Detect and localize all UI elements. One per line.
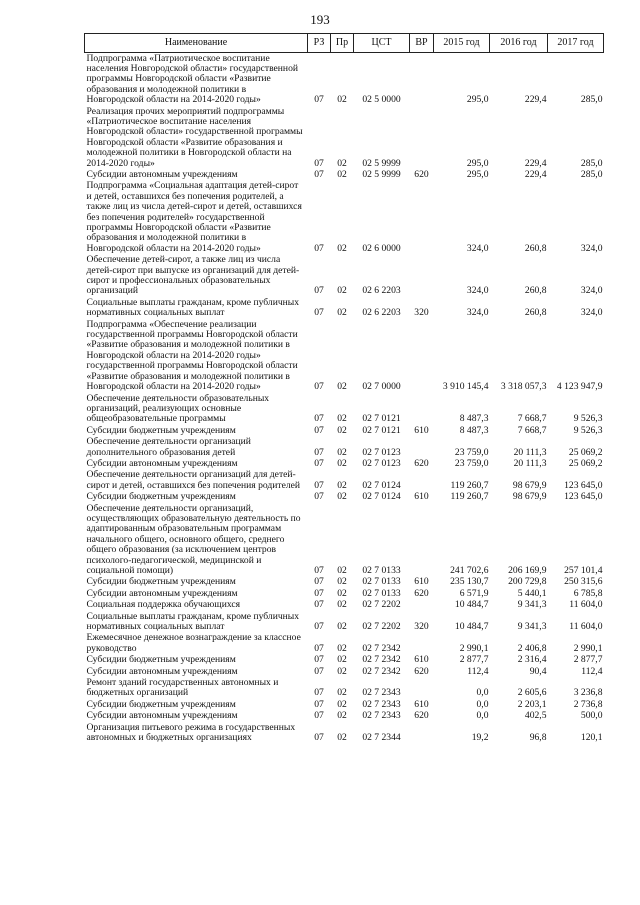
table-row (85, 53, 604, 107)
row-value-2016: 2 406,8 (517, 642, 547, 654)
row-name: Социальные выплаты гражданам, кроме публичных нормативных социальных выплат (86, 296, 300, 319)
row-vr (410, 393, 434, 425)
row-rz: 07 (314, 168, 324, 180)
row-vr: 320 (414, 621, 429, 633)
row-value-2015: 112,4 (467, 665, 489, 677)
row-value-2017: 123 645,0 (564, 491, 603, 503)
row-name: Субсидии бюджетным учреждениям (86, 491, 236, 503)
row-vr (410, 181, 434, 255)
row-cst: 02 7 2202 (362, 599, 401, 611)
row-value-2017: 2 736,8 (573, 698, 603, 710)
row-value-2017: 123 645,0 (564, 479, 603, 491)
row-cst: 02 7 0133 (362, 576, 401, 588)
row-name: Социальная поддержка обучающихся (86, 599, 241, 611)
table-body (85, 53, 604, 745)
row-rz: 07 (314, 665, 324, 677)
header-pr: Пр (331, 34, 354, 53)
row-value-2015: 295,0 (466, 168, 489, 180)
row-pr: 02 (337, 654, 347, 666)
row-cst: 02 7 2202 (362, 621, 401, 633)
row-pr: 02 (337, 457, 347, 469)
row-pr: 02 (337, 665, 347, 677)
row-vr: 620 (414, 587, 429, 599)
table-row (85, 181, 604, 255)
budget-table-wrapper (84, 33, 603, 744)
row-value-2017: 500,0 (580, 710, 603, 722)
row-pr: 02 (337, 587, 347, 599)
row-pr: 02 (337, 599, 347, 611)
row-name: Субсидии автономным учреждениям (86, 457, 238, 469)
row-value-2015: 241 702,6 (450, 565, 489, 576)
row-value-2017: 285,0 (580, 157, 603, 169)
row-value-2016: 206 169,9 (508, 565, 547, 576)
row-vr: 620 (414, 457, 429, 469)
header-cst: ЦСТ (354, 34, 410, 53)
row-rz: 07 (314, 381, 324, 393)
row-pr: 02 (337, 621, 347, 633)
table-row (85, 678, 604, 700)
row-vr: 610 (414, 654, 429, 666)
row-vr (410, 678, 434, 700)
row-value-2017: 6 785,8 (573, 587, 603, 599)
row-cst: 02 6 0000 (362, 242, 401, 254)
row-value-2017: 324,0 (580, 285, 603, 297)
row-value-2015: 0,0 (476, 687, 489, 699)
row-name: Подпрограмма «Патриотическое воспитание населения Новгородской области» государственной программы Новгородской области «Развитие образования и молодежной политики в Новгородской области на 2014-2020 годы» (86, 52, 298, 106)
row-name: Организация питьевого режима в государственных автономных и бюджетных организациях (86, 721, 296, 744)
row-value-2015: 10 484,7 (454, 599, 489, 611)
row-value-2016: 9 341,3 (517, 621, 547, 633)
row-value-2015: 8 487,3 (459, 413, 489, 425)
row-cst: 02 7 2342 (362, 654, 401, 666)
row-pr: 02 (337, 710, 347, 722)
row-rz: 07 (314, 157, 324, 169)
table-row (85, 699, 604, 710)
row-name: Социальные выплаты гражданам, кроме публичных нормативных социальных выплат (86, 610, 300, 633)
row-cst: 02 7 0121 (362, 424, 401, 436)
table-row (85, 600, 604, 611)
row-vr: 610 (414, 424, 429, 436)
row-name: Обеспечение деятельности организаций для детей-сирот и детей, оставшихся без попечения родителей (86, 469, 301, 491)
row-pr: 02 (337, 285, 347, 297)
table-row (85, 255, 604, 298)
row-vr (410, 633, 434, 655)
row-name: Обеспечение деятельности образовательных организаций, реализующих основные общеобразовательные программы (86, 392, 270, 425)
row-value-2017: 2 877,7 (573, 654, 603, 666)
row-value-2017: 257 101,4 (564, 565, 603, 576)
row-value-2017: 9 526,3 (573, 413, 603, 425)
row-value-2017: 3 236,8 (573, 687, 603, 699)
row-value-2017: 285,0 (580, 168, 603, 180)
row-value-2016: 260,8 (524, 242, 547, 254)
row-value-2016: 229,4 (524, 157, 547, 169)
row-rz: 07 (314, 479, 324, 491)
row-name: Субсидии автономным учреждениям (86, 665, 238, 677)
header-name: Наименование (85, 34, 308, 53)
row-name: Субсидии автономным учреждениям (86, 587, 238, 599)
row-value-2017: 112,4 (581, 665, 603, 677)
table-row (85, 577, 604, 588)
row-pr: 02 (337, 242, 347, 254)
row-value-2016: 90,4 (529, 665, 547, 677)
budget-table (84, 33, 604, 744)
table-row (85, 106, 604, 169)
row-rz: 07 (314, 94, 324, 106)
row-rz: 07 (314, 732, 324, 744)
row-value-2016: 2 203,1 (517, 698, 547, 710)
row-cst: 02 5 9999 (362, 157, 401, 169)
row-rz: 07 (314, 491, 324, 503)
row-pr: 02 (337, 479, 347, 491)
row-vr (410, 437, 434, 459)
row-vr: 320 (414, 307, 429, 319)
row-vr: 610 (414, 698, 429, 710)
row-value-2017: 285,0 (580, 94, 603, 106)
row-cst: 02 5 9999 (362, 168, 401, 180)
row-value-2017: 25 069,2 (568, 457, 603, 469)
row-value-2016: 98 679,9 (512, 479, 547, 491)
row-vr (410, 53, 434, 107)
row-rz: 07 (314, 424, 324, 436)
row-name: Субсидии автономным учреждениям (86, 168, 238, 180)
row-value-2016: 2 316,4 (517, 654, 547, 666)
row-vr: 620 (414, 665, 429, 677)
row-value-2015: 23 759,0 (454, 446, 489, 458)
row-rz: 07 (314, 599, 324, 611)
table-row (85, 722, 604, 744)
row-value-2017: 11 604,0 (569, 621, 603, 633)
row-value-2015: 8 487,3 (459, 424, 489, 436)
row-cst: 02 7 2344 (362, 732, 401, 744)
row-value-2015: 19,2 (471, 732, 489, 744)
row-name: Реализация прочих мероприятий подпрограммы «Патриотическое воспитание населения Новгородской области» государственной программы Новгородской области «Развитие образования и молодежной политики в Новгородской области на 2014-2020 годы» (86, 105, 303, 169)
row-value-2015: 324,0 (466, 242, 489, 254)
row-value-2017: 324,0 (580, 307, 603, 319)
row-pr: 02 (337, 307, 347, 319)
row-rz: 07 (314, 576, 324, 588)
table-row (85, 297, 604, 319)
row-value-2015: 2 990,1 (459, 642, 489, 654)
row-value-2015: 10 484,7 (454, 621, 489, 633)
row-value-2016: 229,4 (524, 94, 547, 106)
row-cst: 02 6 2203 (362, 285, 401, 297)
header-2017: 2017 год (548, 34, 604, 53)
row-value-2015: 235 130,7 (450, 576, 489, 588)
row-rz: 07 (314, 587, 324, 599)
row-vr: 620 (414, 710, 429, 722)
row-vr: 610 (414, 491, 429, 503)
row-name: Подпрограмма «Обеспечение реализации государственной программы Новгородской области «Развитие образования и молодежной политики в Новгородской области на 2014-2020 годы» государственной программы Новгородской области «Развитие образования и молодежной политики в Новгородской области на 2014-2020 годы» (86, 318, 298, 393)
row-value-2017: 324,0 (580, 242, 603, 254)
row-name: Подпрограмма «Социальная адаптация детей-сирот и детей, оставшихся без попечения родителей, а также лиц из числа детей-сирот и детей, оставшихся без попечения родителей» государственной программы Новгородской области «Развитие образования и молодежной политики в Новгородской области на 2014-2020 годы» (86, 180, 302, 254)
row-value-2015: 295,0 (466, 157, 489, 169)
row-value-2017: 250 315,6 (564, 576, 603, 588)
row-pr: 02 (337, 732, 347, 744)
row-value-2015: 0,0 (476, 710, 489, 722)
table-row (85, 503, 604, 577)
row-cst: 02 7 0000 (362, 381, 401, 393)
row-rz: 07 (314, 285, 324, 297)
row-value-2016: 260,8 (524, 285, 547, 297)
row-value-2015: 6 571,9 (459, 587, 489, 599)
row-value-2016: 96,8 (529, 732, 547, 744)
row-cst: 02 7 2342 (362, 642, 401, 654)
row-pr: 02 (337, 687, 347, 699)
row-vr: 610 (414, 576, 429, 588)
table-row (85, 425, 604, 436)
row-rz: 07 (314, 446, 324, 458)
row-cst: 02 7 2343 (362, 710, 401, 722)
header-vr: ВР (410, 34, 434, 53)
row-pr: 02 (337, 168, 347, 180)
table-header-row (85, 34, 604, 53)
row-cst: 02 5 0000 (362, 94, 401, 106)
row-cst: 02 7 0124 (362, 491, 401, 503)
row-value-2015: 0,0 (476, 698, 489, 710)
row-pr: 02 (337, 424, 347, 436)
row-name: Субсидии бюджетным учреждениям (86, 424, 236, 436)
row-value-2015: 119 260,7 (450, 479, 489, 491)
row-cst: 02 7 0133 (362, 587, 401, 599)
row-value-2016: 20 111,3 (513, 446, 547, 458)
row-vr (410, 503, 434, 577)
row-rz: 07 (314, 642, 324, 654)
row-pr: 02 (337, 565, 347, 576)
row-rz: 07 (314, 621, 324, 633)
row-value-2016: 260,8 (524, 307, 547, 319)
row-value-2015: 324,0 (466, 307, 489, 319)
row-value-2017: 25 069,2 (568, 446, 603, 458)
row-value-2016: 7 668,7 (517, 413, 547, 425)
row-rz: 07 (314, 565, 324, 576)
row-rz: 07 (314, 654, 324, 666)
row-value-2017: 9 526,3 (573, 424, 603, 436)
row-value-2016: 2 605,6 (517, 687, 547, 699)
row-name: Обеспечение деятельности организаций, осуществляющих образовательную деятельность по адаптированным образовательным программам начального общего, основного общего, среднего общего образования (за исключением центров психолого-педагогической, медицинской и социальной помощи) (86, 502, 301, 576)
header-2015: 2015 год (434, 34, 490, 53)
row-value-2017: 120,1 (580, 732, 603, 744)
row-pr: 02 (337, 94, 347, 106)
row-vr (410, 470, 434, 492)
row-vr (410, 600, 434, 611)
table-row (85, 711, 604, 722)
row-vr (410, 722, 434, 744)
row-value-2015: 324,0 (466, 285, 489, 297)
row-name: Субсидии бюджетным учреждениям (86, 654, 236, 666)
header-2016: 2016 год (490, 34, 548, 53)
table-row (85, 666, 604, 677)
row-rz: 07 (314, 413, 324, 425)
row-value-2017: 11 604,0 (569, 599, 603, 611)
row-vr (410, 106, 434, 169)
row-name: Субсидии автономным учреждениям (86, 710, 238, 722)
row-vr (410, 319, 434, 393)
row-value-2016: 3 318 057,3 (500, 381, 547, 393)
row-name: Обеспечение деятельности организаций дополнительного образования детей (86, 436, 251, 458)
row-pr: 02 (337, 157, 347, 169)
row-value-2016: 20 111,3 (513, 457, 547, 469)
row-cst: 02 7 0123 (362, 446, 401, 458)
table-row (85, 492, 604, 503)
header-rz: РЗ (308, 34, 331, 53)
row-value-2016: 5 440,1 (517, 587, 547, 599)
table-row (85, 319, 604, 393)
row-pr: 02 (337, 491, 347, 503)
row-name: Обеспечение детей-сирот, а также лиц из числа детей-сирот при выпуске из организаций для детей-сирот и профессиональных образовательных организаций (86, 254, 300, 297)
row-value-2016: 98 679,9 (512, 491, 547, 503)
table-row (85, 470, 604, 492)
table-row (85, 169, 604, 180)
row-rz: 07 (314, 687, 324, 699)
table-row (85, 588, 604, 599)
row-pr: 02 (337, 698, 347, 710)
row-pr: 02 (337, 413, 347, 425)
row-value-2017: 2 990,1 (573, 642, 603, 654)
table-row (85, 437, 604, 459)
row-vr: 620 (414, 168, 429, 180)
row-rz: 07 (314, 710, 324, 722)
row-cst: 02 7 0123 (362, 457, 401, 469)
row-value-2015: 295,0 (466, 94, 489, 106)
row-value-2015: 23 759,0 (454, 457, 489, 469)
row-name: Ежемесячное денежное вознаграждение за классное руководство (86, 632, 301, 654)
row-cst: 02 7 0133 (362, 565, 401, 576)
table-row (85, 611, 604, 633)
row-rz: 07 (314, 457, 324, 469)
row-value-2015: 119 260,7 (450, 491, 489, 503)
row-cst: 02 7 0121 (362, 413, 401, 425)
row-cst: 02 7 2343 (362, 687, 401, 699)
row-name: Субсидии бюджетным учреждениям (86, 576, 236, 588)
row-value-2016: 7 668,7 (517, 424, 547, 436)
row-value-2016: 402,5 (524, 710, 547, 722)
table-row (85, 655, 604, 666)
row-name: Субсидии бюджетным учреждениям (86, 698, 236, 710)
row-rz: 07 (314, 242, 324, 254)
row-rz: 07 (314, 698, 324, 710)
row-vr (410, 255, 434, 298)
row-value-2015: 2 877,7 (459, 654, 489, 666)
row-value-2016: 229,4 (524, 168, 547, 180)
row-cst: 02 7 0124 (362, 479, 401, 491)
table-row (85, 633, 604, 655)
row-value-2017: 4 123 947,9 (556, 381, 603, 393)
row-value-2016: 9 341,3 (517, 599, 547, 611)
table-row (85, 458, 604, 469)
table-row (85, 393, 604, 425)
row-value-2016: 200 729,8 (508, 576, 547, 588)
row-pr: 02 (337, 381, 347, 393)
row-cst: 02 7 2343 (362, 698, 401, 710)
page-number: 193 (310, 12, 330, 27)
row-cst: 02 7 2342 (362, 665, 401, 677)
row-pr: 02 (337, 576, 347, 588)
row-pr: 02 (337, 446, 347, 458)
row-cst: 02 6 2203 (362, 307, 401, 319)
row-rz: 07 (314, 307, 324, 319)
row-value-2015: 3 910 145,4 (442, 381, 489, 393)
row-pr: 02 (337, 642, 347, 654)
row-name: Ремонт зданий государственных автономных и бюджетных организаций (86, 677, 279, 699)
